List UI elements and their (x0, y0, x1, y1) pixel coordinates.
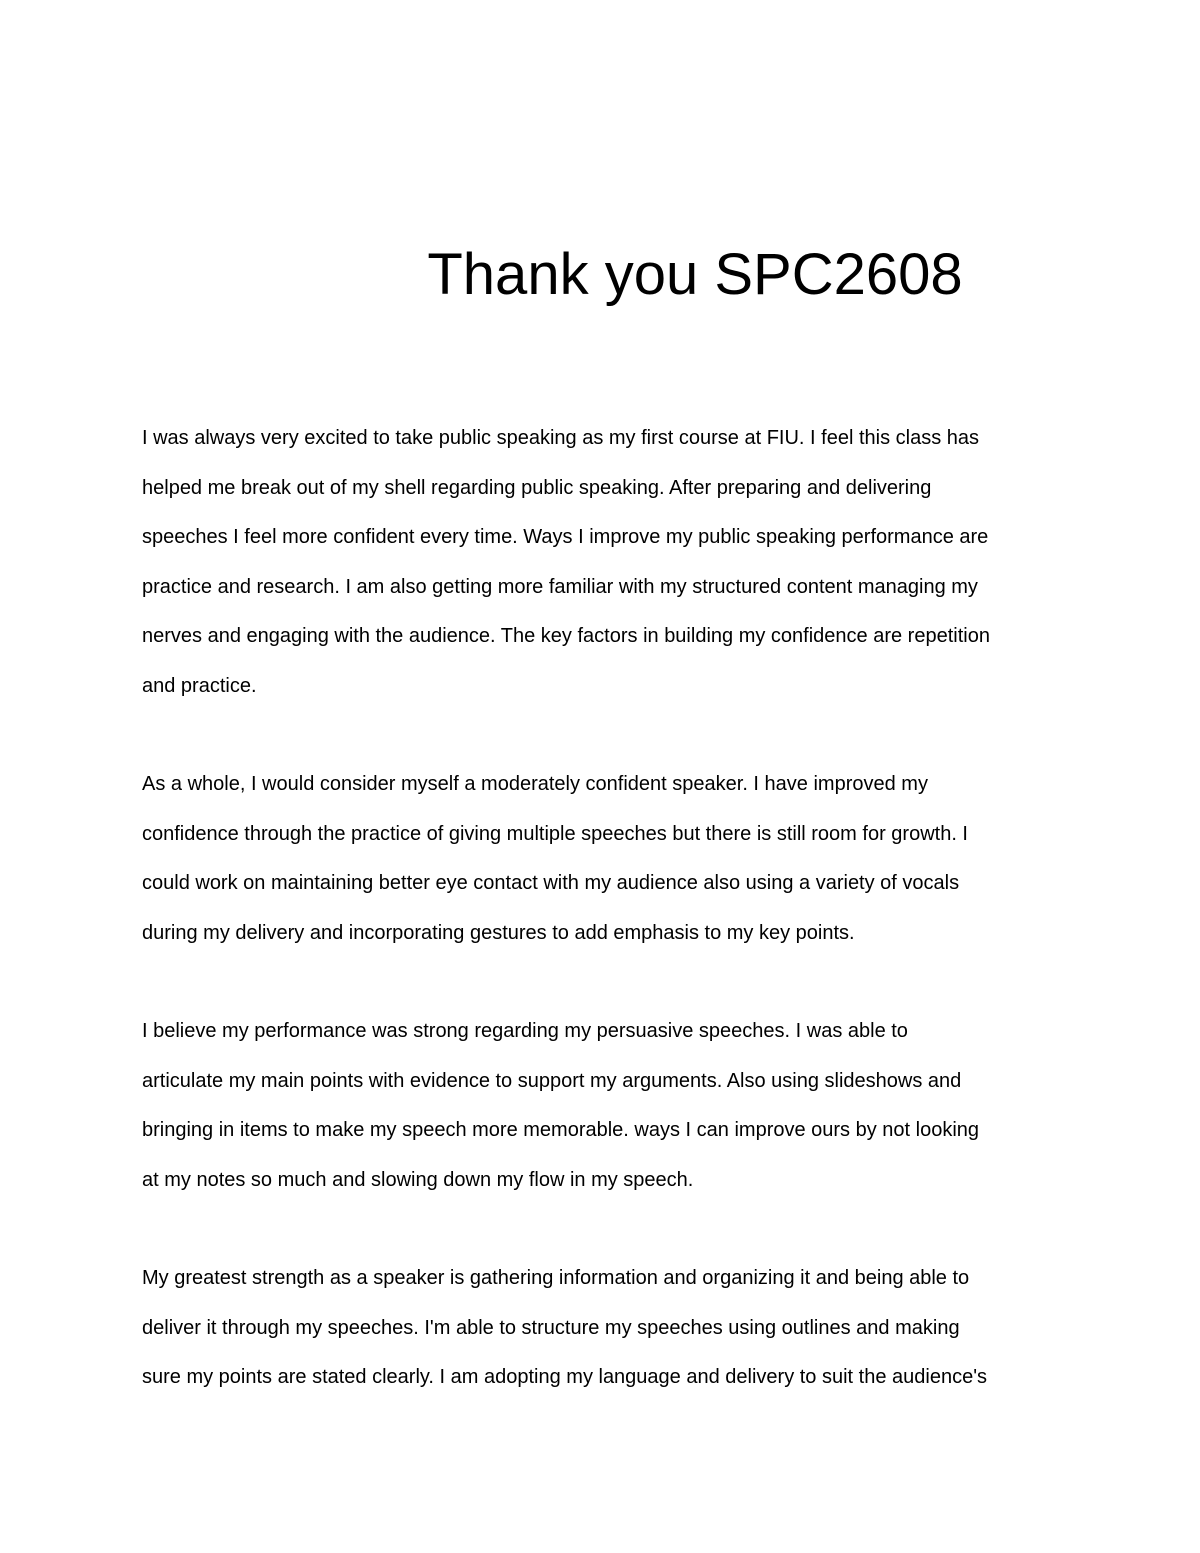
document-body (142, 414, 1072, 1452)
text-line: bringing in items to make my speech more memorable. ways I can improve ours by not looking (142, 1119, 980, 1141)
paragraph-1 (142, 414, 1072, 711)
text-line: nerves and engaging with the audience. The key factors in building my confidence are repetition (142, 625, 990, 647)
document-title: Thank you SPC2608 (427, 242, 963, 307)
text-line: I believe my performance was strong regarding my persuasive speeches. I was able to (142, 1020, 908, 1042)
text-line: at my notes so much and slowing down my flow in my speech. (142, 1168, 694, 1191)
text-line: could work on maintaining better eye contact with my audience also using a variety of vocals (142, 872, 960, 894)
text-line: during my delivery and incorporating gestures to add emphasis to my key points. (142, 921, 855, 944)
text-line: speeches I feel more confident every time. Ways I improve my public speaking performance are (142, 526, 989, 548)
text-line: sure my points are stated clearly. I am adopting my language and delivery to suit the audience's (142, 1366, 988, 1388)
text-line: practice and research. I am also getting more familiar with my structured content managing my (142, 575, 978, 598)
text-line: As a whole, I would consider myself a moderately confident speaker. I have improved my (142, 773, 928, 795)
text-line: and practice. (142, 674, 257, 697)
paragraph-3 (142, 1007, 1072, 1205)
text-line: My greatest strength as a speaker is gathering information and organizing it and being able to (142, 1267, 970, 1289)
text-line: helped me break out of my shell regarding public speaking. After preparing and delivering (142, 476, 932, 499)
paragraph-4 (142, 1254, 1072, 1403)
text-line: deliver it through my speeches. I'm able to structure my speeches using outlines and making (142, 1316, 960, 1339)
text-line: articulate my main points with evidence to support my arguments. Also using slideshows and (142, 1069, 962, 1092)
text-line: I was always very excited to take public speaking as my first course at FIU. I feel this class has (142, 427, 980, 449)
paragraph-2 (142, 760, 1072, 958)
text-line: confidence through the practice of giving multiple speeches but there is still room for growth. I (142, 822, 968, 845)
